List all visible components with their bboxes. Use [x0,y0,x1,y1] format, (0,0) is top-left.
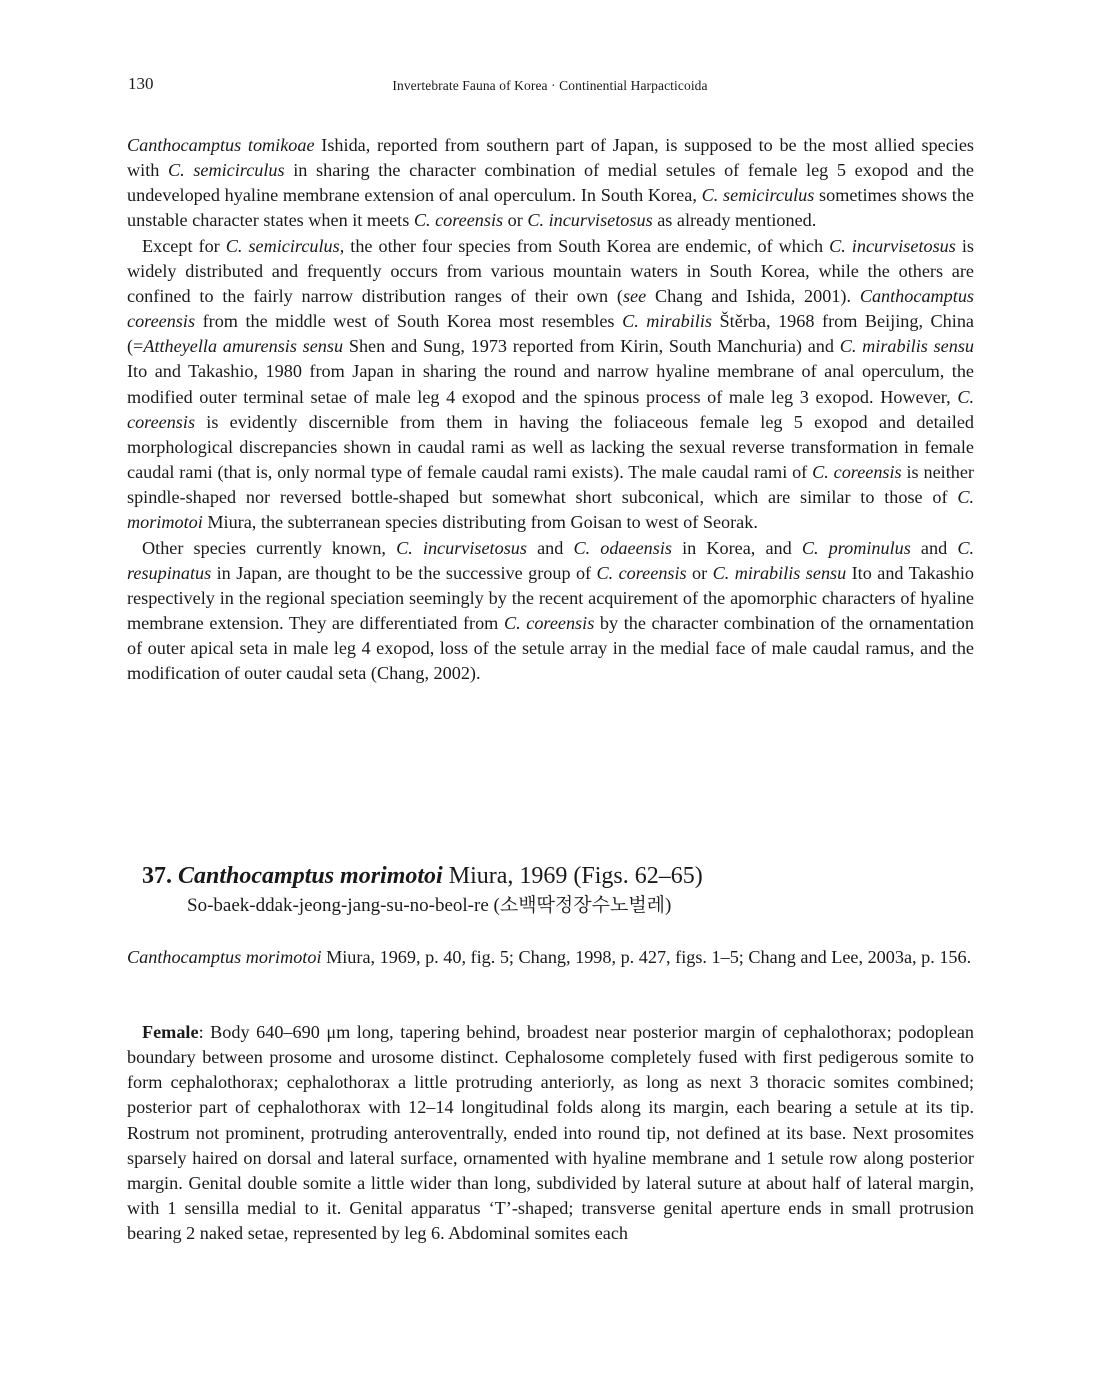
species-name: C. incurvisetosus [527,210,653,231]
text-run: in Korea, and [671,537,802,558]
korean-common-name: So-baek-ddak-jeong-jang-su-no-beol-re (소백딱정장수노벌레) [187,895,672,916]
species-name: C. mirabilis sensu [839,336,974,357]
species-name: C. incurvisetosus [396,537,527,558]
text-run: Ishida, reported from southern part of Japan, is supposed to be the most allied species with [127,135,974,181]
text-run: sometimes shows the unstable character states when it meets [127,185,974,231]
text-run: is neither spindle-shaped nor reversed bottle-shaped but somewhat short subconical, which are similar to those of [127,462,974,508]
text-run: and [526,537,574,558]
species-name: Canthocamptus tomikoae [127,135,315,155]
text-run: or [503,210,528,231]
text-run: by the character combination of the ornamentation of outer apical seta in male leg 4 exopod, loss of the setule array in the medial face of male caudal ramus, and the modification of outer caudal seta (Chang, 2002). [127,612,974,684]
text-run: in sharing the character combination of medial setules of female leg 5 exopod and the undeveloped hyaline membrane extension of anal operculum. In South Korea, [127,160,974,206]
female-description [127,1020,974,1246]
species-name: C. semicirculus [701,185,815,206]
text-run: Except for [142,235,226,256]
text-run: or [686,562,713,583]
species-name: C. resupinatus [127,537,974,583]
synonymy-text: Miura, 1969, p. 40, fig. 5; Chang, 1998, p. 427, figs. 1–5; Chang and Lee, 2003a, p. 156. [321,947,972,967]
description-paragraph [127,1020,974,1246]
text-run: Shen and Sung, 1973 reported from Kirin, South Manchuria) and [343,336,840,357]
species-name: C. semicirculus [225,235,340,256]
text-run: is widely distributed and frequently occurs from various mountain waters in South Korea, while the others are confined to the fairly narrow distribution ranges of their own ( [127,235,975,306]
body-text [127,133,974,686]
sex-label: Female [142,1022,199,1042]
species-name: C. coreensis [503,612,595,633]
species-name: Attheyella amurensis sensu [143,336,344,357]
species-heading-block [142,861,703,919]
species-name: C. morimotoi [127,487,974,533]
text-run: in Japan, are thought to be the successive group of [211,562,597,583]
paragraph-2 [127,234,974,536]
paragraph-1 [127,133,974,234]
species-name: C. mirabilis [622,311,712,332]
italic-word: see [622,285,647,306]
text-run: Ito and Takashio respectively in the regional speciation seemingly by the recent acquirement of the apomorphic characters of hyaline membrane extension. They are differentiated from [127,562,974,633]
text-run: as already mentioned. [652,210,817,231]
text-run: Other species currently known, [142,537,397,558]
text-run: Štěrba, 1968 from Beijing, China (= [127,311,974,357]
species-name: C. coreensis [413,210,504,231]
species-name: C. coreensis [812,462,902,483]
species-title: Canthocamptus morimotoi [178,863,443,889]
description-text: : Body 640–690 μm long, tapering behind, broadest near posterior margin of cephalothorax; podoplean boundary between prosome and urosome distinct. Cephalosome completely fused with first pedigerous somite to form cephalothorax; cephalothorax a little protruding anteriorly, as long as next 3 thoracic somites combined; posterior part of cephalothorax with 12–14 longitudinal folds along its margin, each bearing a setule at its tip. Rostrum not prominent, protruding anteroventrally, ended into round tip, not defined at its base. Next prosomites sparsely haired on dorsal and lateral surface, ornamented with hyaline membrane and 1 setule row along posterior margin. Genital double somite a little wider than long, subdivided by lateral suture at about half of lateral margin, with 1 sensilla medial to it. Genital apparatus ‘T’-shaped; transverse genital aperture ends in small protrusion bearing 2 naked setae, represented by leg 6. Abdominal somites each [127,1022,974,1244]
species-name: C. incurvisetosus [829,235,956,256]
species-name: C. coreensis [127,386,974,432]
text-run: Ito and Takashio, 1980 from Japan in sharing the round and narrow hyaline membrane of anal operculum, the modified outer terminal setae of male leg 4 exopod and the spinous process of male leg 3 exopod. However, [127,361,974,407]
species-name: C. coreensis [596,562,687,583]
species-name: Canthocamptus morimotoi [127,947,322,967]
page-number: 130 [128,74,154,93]
species-number: 37. [142,863,172,889]
text-run: from the middle west of South Korea most resembles [195,311,623,332]
species-heading [142,861,703,891]
species-name: C. prominulus [801,537,911,558]
running-title: Invertebrate Fauna of Korea · Continential Harpacticoida [392,78,708,93]
text-run: Miura, the subterranean species distributing from Goisan to west of Seorak. [202,512,758,533]
text-run: Chang and Ishida, 2001). [646,285,860,306]
species-authority: Miura, 1969 (Figs. 62–65) [442,863,703,889]
species-name: C. odaeensis [573,537,672,558]
species-name: C. mirabilis sensu [712,562,847,583]
synonymy [127,945,974,970]
text-run: , the other four species from South Korea are endemic, of which [339,235,830,256]
paragraph-3 [127,536,974,687]
species-name: Canthocamptus coreensis [127,285,974,332]
text-run: and [910,537,958,558]
text-run: is evidently discernible from them in having the foliaceous female leg 5 exopod and detailed morphological discrepancies shown in caudal rami as well as lacking the sexual reverse transformation in female caudal rami (that is, only normal type of female caudal rami exists). The male caudal rami of [127,411,974,483]
species-name: C. semicirculus [168,160,285,181]
